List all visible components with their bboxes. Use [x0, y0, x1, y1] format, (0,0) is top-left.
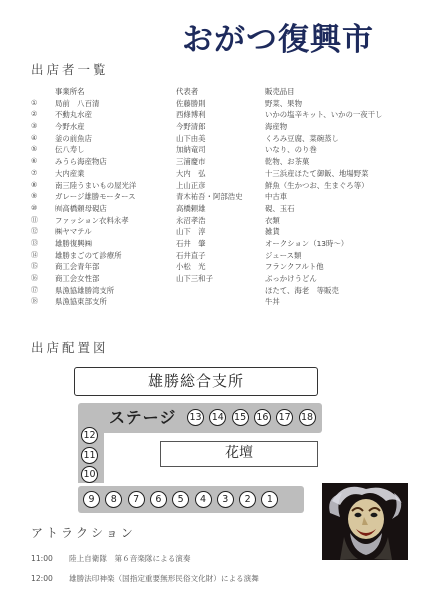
kagura-mask-photo	[322, 483, 408, 560]
shop-representative: 青木祐吾・阿部浩史	[176, 192, 243, 202]
attraction-item	[31, 573, 259, 584]
header-item: 販売品目	[265, 87, 295, 96]
table-row	[31, 98, 421, 110]
table-row	[31, 191, 421, 203]
table-body	[31, 98, 421, 308]
table-row	[31, 273, 421, 285]
shop-items: ぶっかけうどん	[265, 274, 317, 283]
shop-items: 乾物、お茶菓	[265, 157, 310, 167]
table-row	[31, 168, 421, 180]
header-name: 事業所名	[55, 87, 85, 96]
booth-number: 7	[128, 491, 145, 508]
shop-number: ③	[31, 122, 38, 131]
shop-items: 雑貨	[265, 227, 280, 237]
kagura-mask-image	[322, 483, 408, 560]
header-rep: 代表者	[176, 87, 199, 96]
attraction-time: 12:00	[31, 574, 53, 583]
table-row	[31, 226, 421, 238]
shop-items: 海産物	[265, 122, 288, 132]
flower-bed: 花壇	[160, 441, 318, 467]
booth-number: 9	[83, 491, 100, 508]
shop-name: ㈱ヤマテル	[55, 227, 92, 237]
attraction-item	[31, 553, 191, 564]
attraction-text: 陸上自衛隊 第６音楽隊による演奏	[69, 554, 191, 563]
booth-number: 11	[81, 447, 98, 464]
shop-name: 商工会青年部	[55, 262, 100, 272]
booth-number: 18	[299, 409, 316, 426]
shop-number: ⑮	[31, 262, 38, 271]
shop-representative: 山下 淳	[176, 227, 206, 237]
table-row	[31, 250, 421, 262]
shop-representative: 小松 光	[176, 262, 206, 272]
table-row	[31, 296, 421, 308]
shop-name: 大内産業	[55, 168, 85, 178]
shop-representative: 上山正彦	[176, 180, 206, 190]
booth-number: 17	[276, 409, 293, 426]
shop-name: 雄勝復興㈱	[55, 238, 92, 248]
shop-items: ジュース類	[265, 250, 302, 260]
shop-items: オークション（13時～）	[265, 238, 349, 248]
shop-representative: 高橋頼雄	[176, 203, 206, 213]
shop-number: ⑨	[31, 192, 38, 201]
shop-name: 不動丸水産	[55, 110, 92, 120]
shop-name: 商工会女性部	[55, 274, 100, 283]
shop-items: 野菜、果物	[265, 98, 302, 108]
shop-table	[31, 86, 421, 308]
shops-heading: 出店者一覧	[31, 62, 109, 77]
booth-number: 15	[232, 409, 249, 426]
booth-number: 8	[105, 491, 122, 508]
shop-number: ⑯	[31, 274, 38, 282]
shop-representative: 永沼孝浩	[176, 215, 206, 225]
page-title: おがつ復興市	[182, 22, 374, 58]
shop-name: 釜の前魚店	[55, 133, 92, 143]
booth-number: 1	[261, 491, 278, 508]
booth-number: 5	[172, 491, 189, 508]
shop-number: ⑪	[31, 215, 38, 224]
shop-number: ⑰	[31, 285, 38, 294]
shop-representative: 今野清郎	[176, 122, 206, 132]
attraction-time: 11:00	[31, 554, 53, 563]
shop-number: ⑦	[31, 168, 38, 177]
shop-items: いなり、のり巻	[265, 145, 317, 155]
shop-items: いかの塩辛キット、いかの一夜干し	[265, 110, 383, 120]
shop-items: くろみ豆腐、菜碗蒸し	[265, 133, 339, 143]
table-row	[31, 180, 421, 192]
table-row	[31, 285, 421, 297]
shop-number: ⑫	[31, 227, 38, 236]
shop-name: 南三陸うまいもの屋光洋	[55, 180, 137, 190]
shop-number: ⑧	[31, 180, 38, 189]
shop-items: ほたて、海老 等販売	[265, 285, 339, 295]
table-row	[31, 109, 421, 121]
shop-name: 伝八寿し	[55, 145, 85, 155]
booth-number: 4	[195, 491, 212, 508]
shop-representative: 石井 肇	[176, 238, 206, 248]
shop-number: ①	[31, 98, 38, 107]
hall-building: 雄勝総合支所	[74, 367, 318, 396]
shop-name: 今野水産	[55, 122, 85, 132]
table-row	[31, 215, 421, 227]
shop-items: 中古車	[265, 192, 288, 202]
table-row	[31, 133, 421, 145]
shop-name: ガレージ雄勝モータース	[55, 192, 136, 202]
table-row	[31, 238, 421, 250]
shop-items: フランクフルト他	[265, 262, 324, 272]
table-row	[31, 144, 421, 156]
booth-number: 3	[217, 491, 234, 508]
shop-representative: 石井直子	[176, 250, 206, 260]
table-header	[31, 86, 421, 98]
stage-label: ステージ	[109, 408, 177, 427]
shop-items: 衣類	[265, 215, 280, 225]
shop-number: ⑤	[31, 145, 38, 154]
table-row	[31, 121, 421, 133]
shop-representative: 佐藤勝則	[176, 98, 206, 108]
booth-number: 2	[239, 491, 256, 508]
shop-number: ⑱	[31, 297, 38, 306]
shop-name: 県漁協東部支所	[55, 297, 107, 307]
shop-representative: 加納竜司	[176, 145, 206, 155]
table-row	[31, 156, 421, 168]
layout-heading: 出店配置図	[31, 340, 109, 355]
shop-items: 牛丼	[265, 297, 280, 307]
shop-representative: 西條博利	[176, 110, 206, 120]
shop-number: ⑥	[31, 157, 38, 166]
shop-representative: 山下三和子	[176, 274, 213, 283]
shop-number: ⑬	[31, 238, 38, 247]
shop-number: ⑩	[31, 203, 38, 212]
booth-number: 16	[254, 409, 271, 426]
shop-name: 局前 八百清	[55, 98, 100, 108]
shop-name: みうら海産物店	[55, 157, 107, 167]
shop-name: ㈲高橋頼母硯店	[55, 203, 107, 213]
shop-number: ④	[31, 133, 38, 142]
shop-items: 十三浜産ほたて御飯、地場野菜	[265, 168, 369, 178]
shop-representative: 三浦慶市	[176, 157, 206, 167]
booth-number: 6	[150, 491, 167, 508]
booth-number: 14	[209, 409, 226, 426]
booth-number: 10	[81, 466, 98, 483]
shop-number: ②	[31, 110, 38, 119]
shop-number: ⑭	[31, 250, 38, 259]
booth-number: 12	[81, 427, 98, 444]
shop-representative: 山下由美	[176, 133, 206, 143]
shop-name: ファッション衣料永孝	[55, 215, 129, 225]
shop-name: 県漁協雄勝湾支所	[55, 285, 115, 295]
table-row	[31, 203, 421, 215]
shop-name: 雄勝まごのて診療所	[55, 250, 122, 260]
booth-number: 13	[187, 409, 204, 426]
attraction-text: 雄勝法印神楽（国指定重要無形民俗文化財）による演舞	[69, 574, 259, 583]
shop-items: 硯、玉石	[265, 203, 295, 213]
attraction-heading: アトラクション	[31, 526, 136, 540]
shop-items: 鮮魚（生かつお、生まぐろ等）	[265, 180, 369, 190]
table-row	[31, 261, 421, 273]
shop-representative: 大内 弘	[176, 168, 206, 178]
